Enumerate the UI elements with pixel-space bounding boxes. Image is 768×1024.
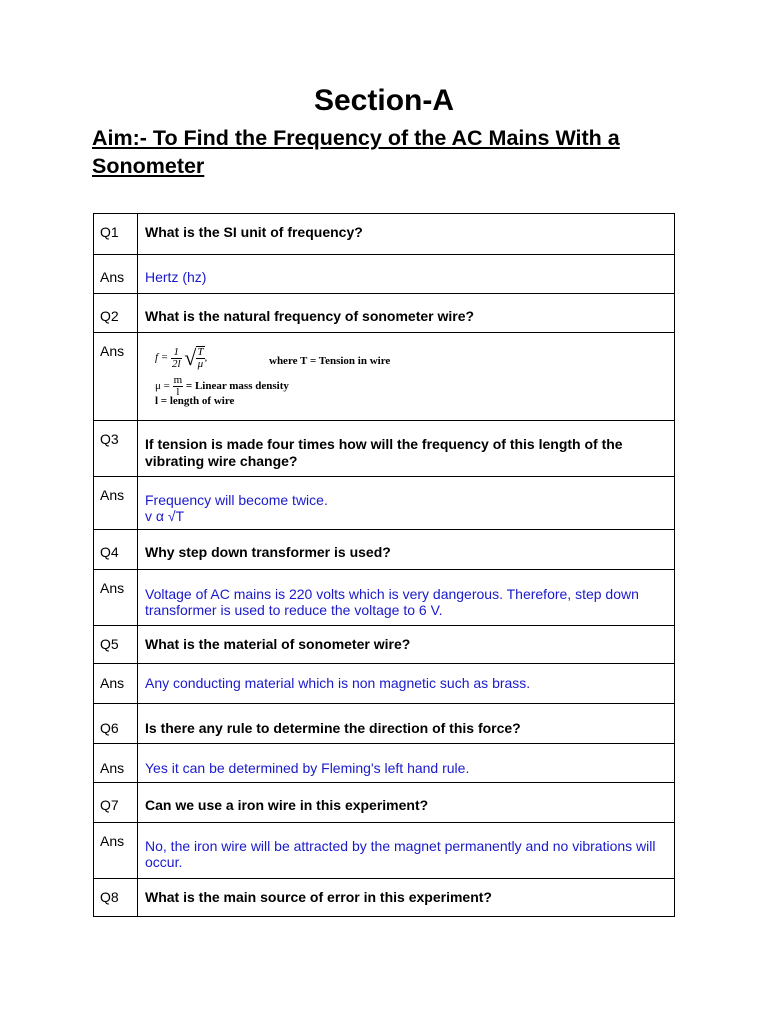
table-row [94, 783, 675, 823]
question-text: Can we use a iron wire in this experiment? [138, 783, 675, 823]
aim-heading: Aim:- To Find the Frequency of the AC Mains With a Sonometer [92, 126, 620, 178]
row-label: Ans [94, 570, 138, 626]
row-label: Ans [94, 823, 138, 879]
answer-text: No, the iron wire will be attracted by the magnet permanently and no vibrations will occur. [138, 823, 675, 879]
row-label: Q1 [94, 214, 138, 255]
row-label: Q2 [94, 294, 138, 333]
formula-answer [138, 333, 675, 421]
row-label: Q8 [94, 879, 138, 917]
question-text: What is the SI unit of frequency? [138, 214, 675, 255]
answer-text: Frequency will become twice. v α √T [138, 477, 675, 530]
question-text: If tension is made four times how will the frequency of this length of the vibrating wire change? [138, 421, 675, 477]
table-row [94, 530, 675, 570]
row-label: Q4 [94, 530, 138, 570]
row-label: Ans [94, 477, 138, 530]
answer-text: Hertz (hz) [138, 255, 675, 294]
row-label: Ans [94, 333, 138, 421]
table-row [94, 255, 675, 294]
question-text: What is the material of sonometer wire? [138, 626, 675, 664]
table-row [94, 214, 675, 255]
row-label: Q5 [94, 626, 138, 664]
table-row [94, 626, 675, 664]
tension-definition: where T = Tension in wire [269, 355, 391, 367]
row-label: Ans [94, 664, 138, 704]
section-title: Section-A [313, 84, 454, 117]
row-label: Ans [94, 744, 138, 783]
question-text: What is the main source of error in this experiment? [138, 879, 675, 917]
question-text: Is there any rule to determine the direction of this force? [138, 704, 675, 744]
table-row [94, 294, 675, 333]
table-row [94, 879, 675, 917]
answer-text: Voltage of AC mains is 220 volts which is very dangerous. Therefore, step down transformer is used to reduce the voltage to 6 V. [138, 570, 675, 626]
table-row [94, 333, 675, 421]
table-row [94, 477, 675, 530]
table-row [94, 744, 675, 783]
length-definition: l = length of wire [155, 395, 235, 407]
mass-density-definition: = Linear mass density [185, 380, 289, 393]
table-row [94, 570, 675, 626]
table-row [94, 823, 675, 879]
table-row [94, 704, 675, 744]
frequency-formula: f = $\frac{1}{2l}$ √ $\frac{T}{\mu}$ , where T = Tension in wire μ = $\frac{m}{l}$ = Linear mass density l = length of wire [155, 345, 391, 407]
row-label: Ans [94, 255, 138, 294]
row-label: Q3 [94, 421, 138, 477]
question-text: What is the natural frequency of sonometer wire? [138, 294, 675, 333]
row-label: Q7 [94, 783, 138, 823]
question-text: Why step down transformer is used? [138, 530, 675, 570]
answer-text: Yes it can be determined by Fleming's left hand rule. [138, 744, 675, 783]
row-label: Q6 [94, 704, 138, 744]
table-row [94, 421, 675, 477]
qa-table [93, 213, 675, 917]
answer-text: Any conducting material which is non magnetic such as brass. [138, 664, 675, 704]
table-row [94, 664, 675, 704]
